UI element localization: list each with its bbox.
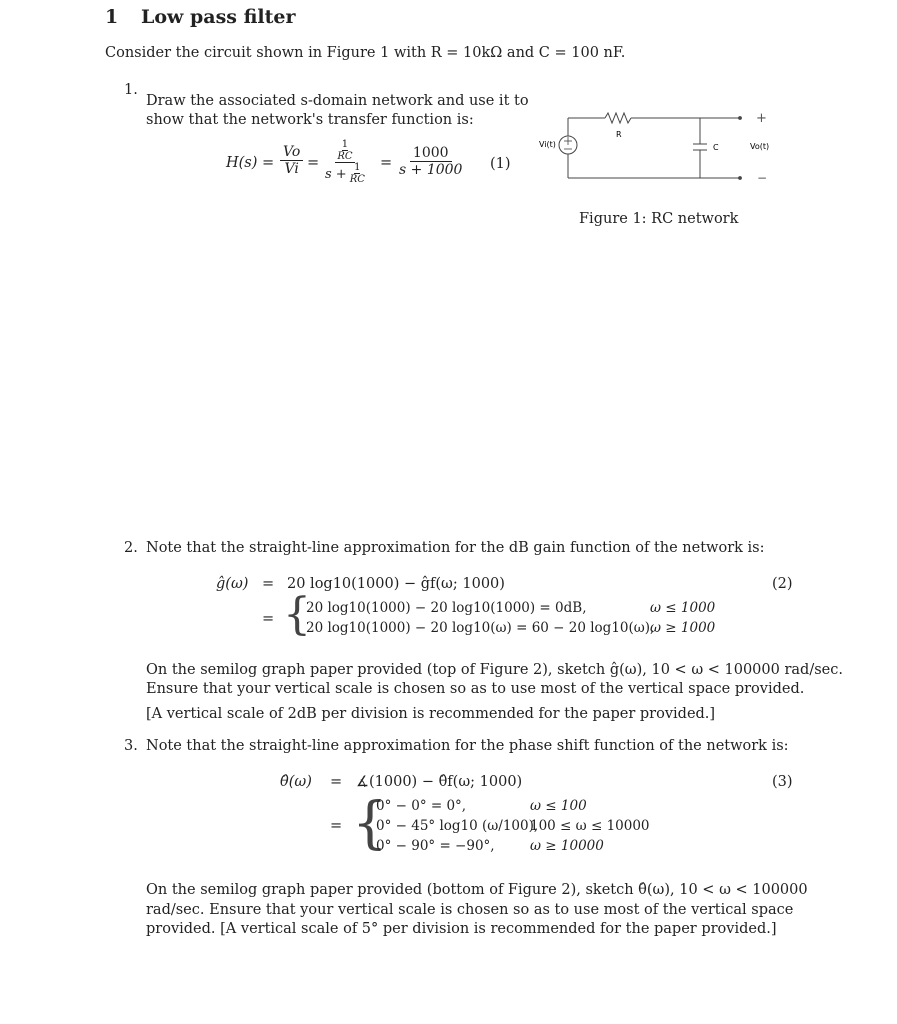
eq2-cond1: ω ≤ 1000 — [650, 600, 716, 616]
eq1-tag: (1) — [490, 156, 511, 172]
label-plus: + — [756, 111, 767, 126]
eq2-equals-2: = — [262, 611, 275, 627]
eq3-brace: { — [352, 791, 388, 856]
label-vi: Vi(t) — [539, 140, 556, 149]
eq3-lhs: θ̂(ω) — [280, 774, 312, 790]
eq1-vo: Vo — [280, 144, 303, 161]
eq1-rc-num: 1 — [341, 139, 349, 150]
rc-circuit-figure — [530, 100, 780, 195]
eq2-lhs: ĝ(ω) — [216, 576, 249, 592]
eq3-cond3: ω ≥ 10000 — [530, 838, 604, 854]
item3-para-line2: rad/sec. Ensure that your vertical scale is chosen so as to use most of the vertical space — [146, 902, 794, 918]
eq1-s-plus: s + — [325, 166, 347, 182]
eq1-rc-den: RC — [337, 151, 353, 162]
item1-number: 1. — [124, 82, 138, 98]
terminal-bottom — [739, 177, 742, 180]
item1-line2: show that the network's transfer function is: — [146, 112, 474, 128]
eq1-vo-vi-fraction — [280, 144, 303, 177]
eq2-brace: { — [283, 589, 311, 640]
item3-intro: Note that the straight-line approximation for the phase shift function of the network is: — [146, 738, 789, 754]
label-vo: Vo(t) — [750, 142, 770, 151]
eq1-rc-fraction — [325, 140, 365, 185]
eq3-rhs1: ∡(1000) − θ̂f(ω; 1000) — [356, 774, 523, 790]
label-r: R — [616, 130, 622, 139]
eq2-case2: 20 log10(1000) − 20 log10(ω) = 60 − 20 log10(ω), — [306, 620, 655, 636]
item2-para-line1: On the semilog graph paper provided (top of Figure 2), sketch ĝ(ω), 10 < ω < 100000 rad/sec. — [146, 662, 843, 678]
eq3-case1: 0° − 0° = 0°, — [376, 798, 467, 814]
eq3-case2: 0° − 45° log10 (ω/100), — [376, 818, 539, 834]
item1-line1: Draw the associated s-domain network and use it to — [146, 93, 529, 109]
eq1-rc-den-2: RC — [349, 174, 365, 185]
item3-para-line3: provided. [A vertical scale of 5° per division is recommended for the paper provided.] — [146, 921, 777, 937]
intro-text: Consider the circuit shown in Figure 1 with R = 10kΩ and C = 100 nF. — [105, 45, 626, 61]
section-title: Low pass filter — [141, 6, 296, 28]
eq1-den-s1000: s + 1000 — [399, 162, 463, 178]
eq2-tag: (2) — [772, 576, 793, 592]
eq2-rhs1: 20 log10(1000) − ĝf(ω; 1000) — [287, 576, 505, 592]
item2-para-line2: Ensure that your vertical scale is chosen so as to use most of the vertical space provided. — [146, 681, 805, 697]
label-c: C — [713, 143, 719, 152]
eq1-num-1000: 1000 — [410, 145, 452, 162]
eq2-cond2: ω ≥ 1000 — [650, 620, 716, 636]
eq1-lhs: H(s) = — [226, 155, 275, 171]
terminal-top — [739, 117, 742, 120]
resistor-symbol — [605, 113, 631, 123]
eq1-equals-1: = — [307, 155, 320, 171]
eq3-equals-2: = — [330, 818, 343, 834]
eq3-tag: (3) — [772, 774, 793, 790]
item3-para-line1: On the semilog graph paper provided (bottom of Figure 2), sketch θ̂(ω), 10 < ω < 100000 — [146, 882, 808, 898]
item2-intro: Note that the straight-line approximation for the dB gain function of the network is: — [146, 540, 765, 556]
eq1-equals-2: = — [380, 155, 393, 171]
eq3-cond2: 100 ≤ ω ≤ 10000 — [530, 818, 650, 834]
eq1-vi: Vi — [284, 161, 299, 177]
item2-para-line3: [A vertical scale of 2dB per division is recommended for the paper provided.] — [146, 706, 716, 722]
eq2-equals: = — [262, 576, 275, 592]
figure-caption: Figure 1: RC network — [579, 211, 739, 227]
section-number: 1 — [105, 6, 119, 28]
eq3-case3: 0° − 90° = −90°, — [376, 838, 495, 854]
item2-number: 2. — [124, 540, 138, 556]
eq1-rc-num-2: 1 — [354, 162, 361, 173]
label-minus: − — [757, 171, 768, 185]
eq1-1000-fraction — [396, 145, 465, 178]
eq2-case1: 20 log10(1000) − 20 log10(1000) = 0dB, — [306, 600, 587, 616]
eq3-cond1: ω ≤ 100 — [530, 798, 587, 814]
item3-number: 3. — [124, 738, 138, 754]
eq3-equals: = — [330, 774, 343, 790]
